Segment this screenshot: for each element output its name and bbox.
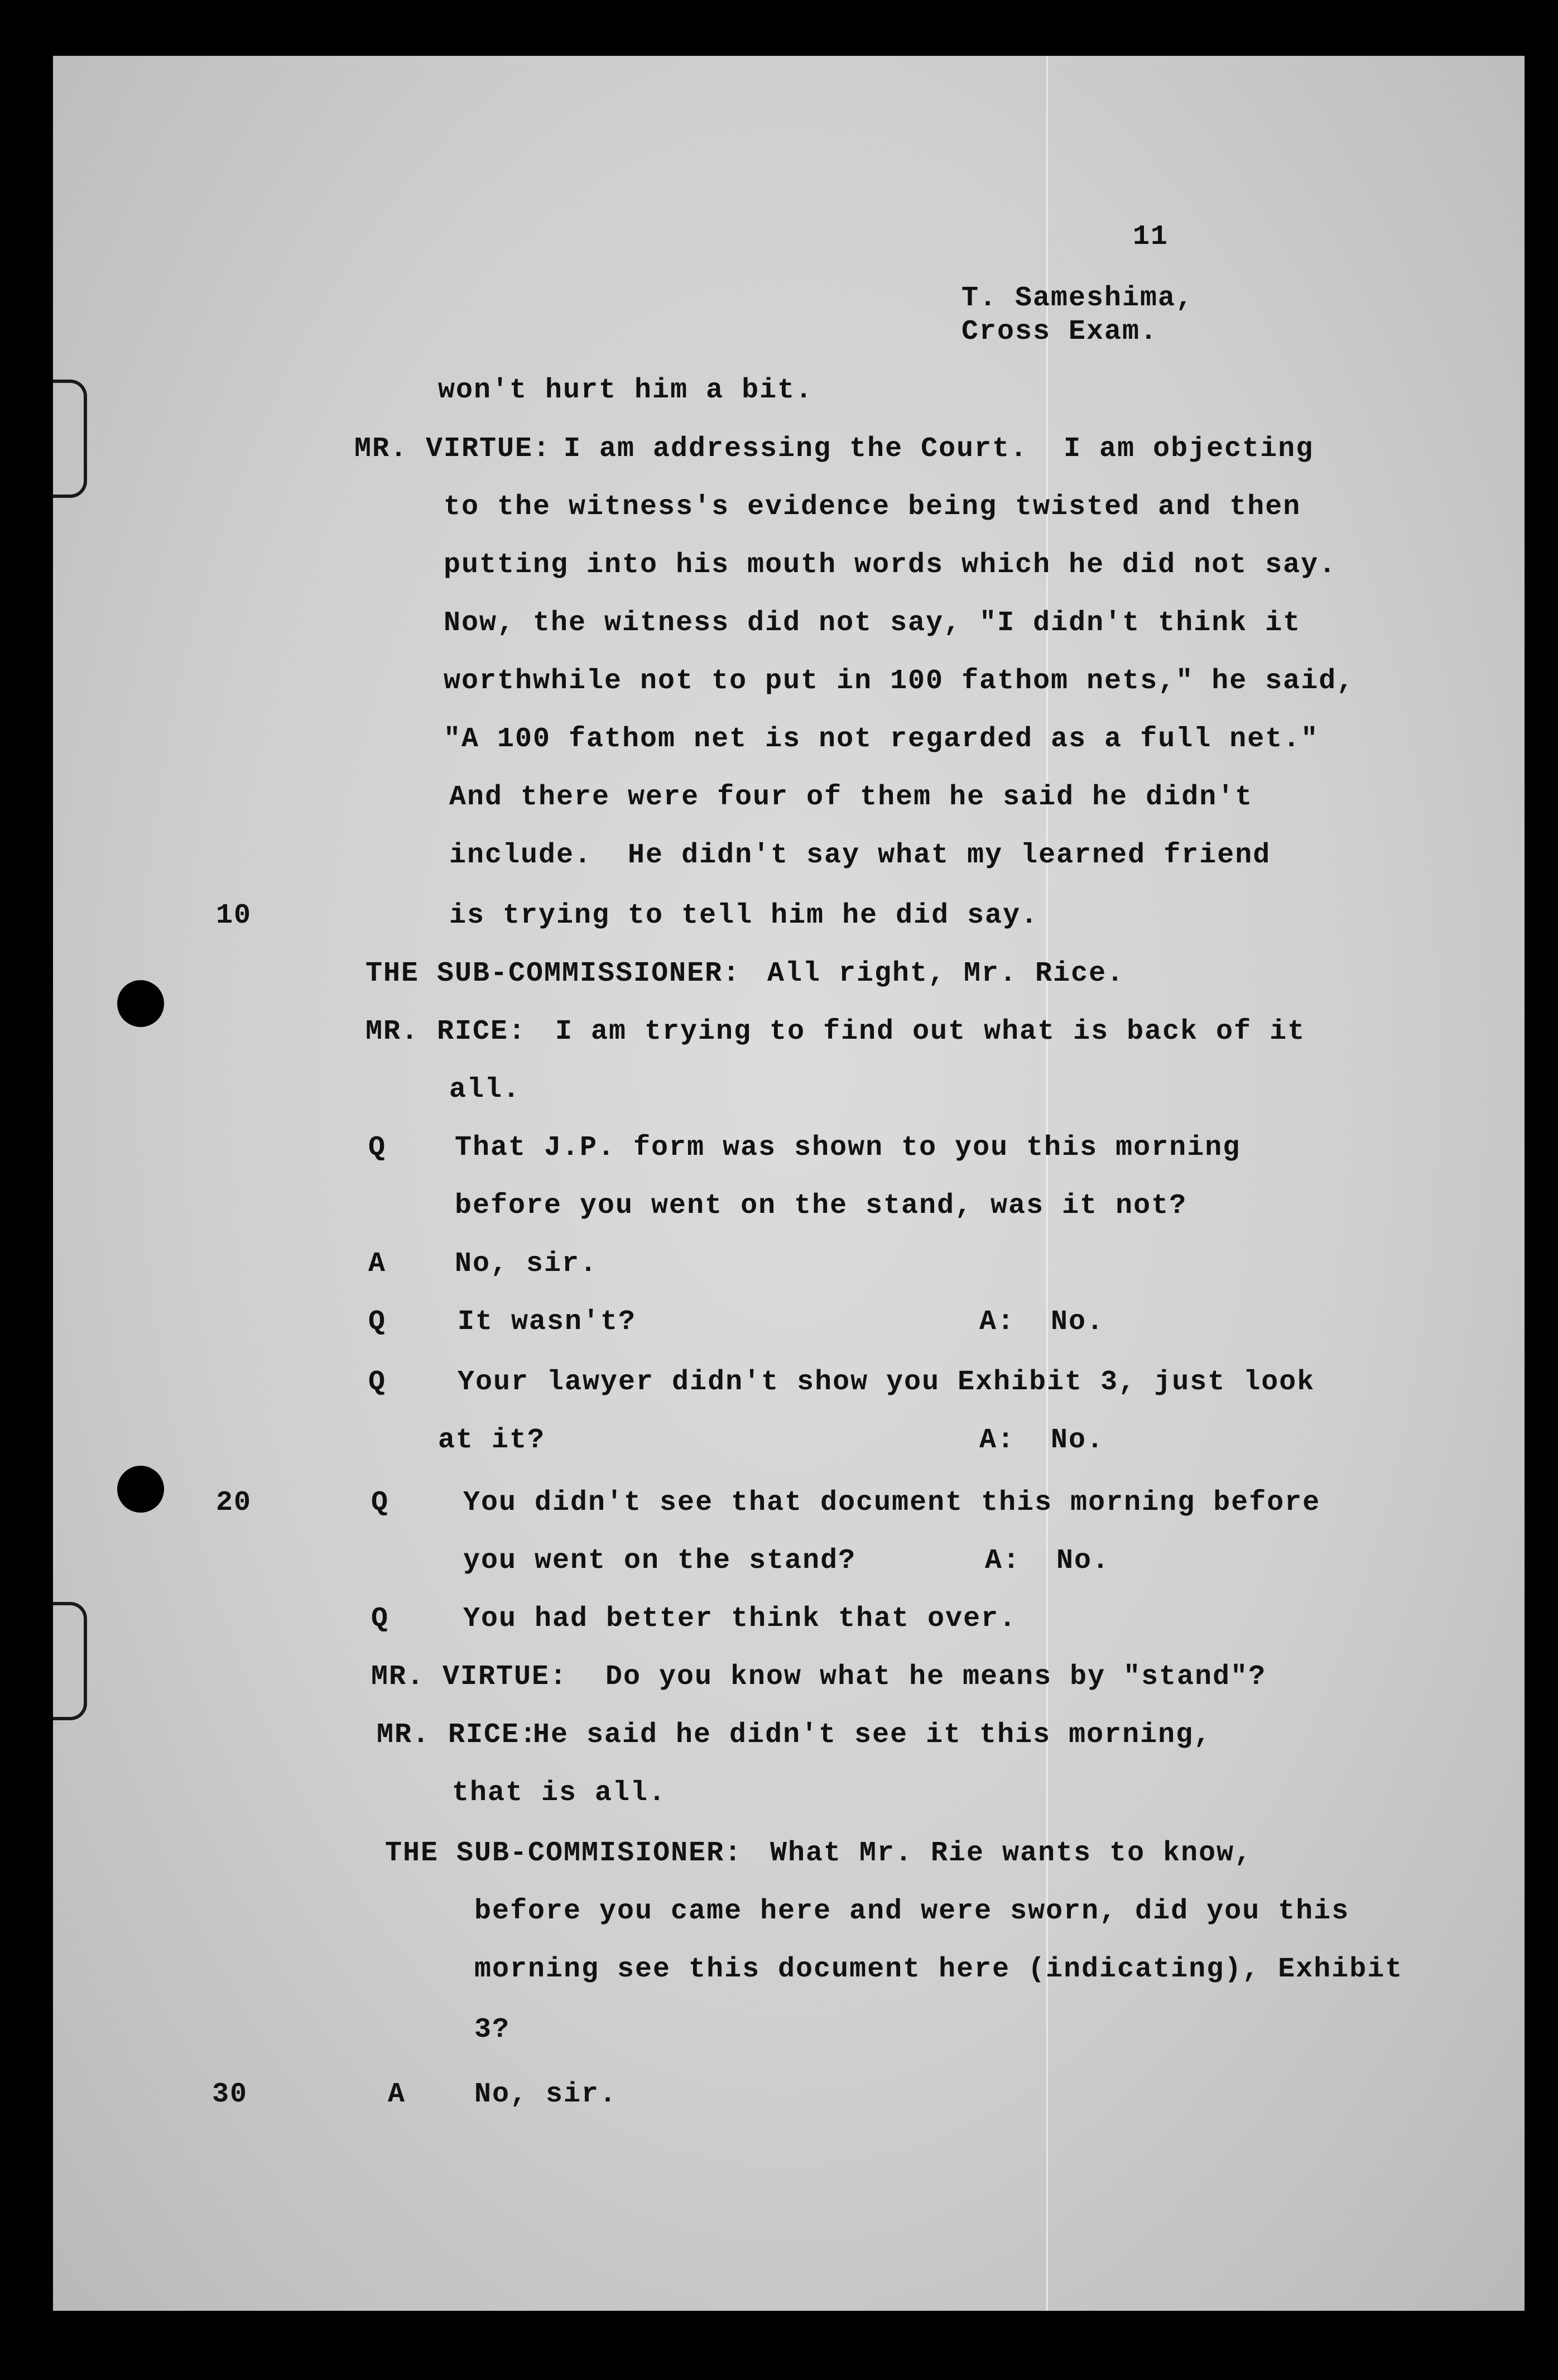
transcript-line: Your lawyer didn't show you Exhibit 3, just look xyxy=(458,1366,1315,1398)
transcript-line: to the witness's evidence being twisted and then xyxy=(444,491,1301,523)
transcript-line: He said he didn't see it this morning, xyxy=(533,1719,1212,1751)
transcript-line: That J.P. form was shown to you this morning xyxy=(455,1132,1241,1164)
margin-line-number: 30 xyxy=(212,2079,248,2110)
film-edge xyxy=(0,0,53,2380)
answer-marker: A xyxy=(388,2079,406,2110)
question-marker: Q xyxy=(371,1487,390,1519)
transcript-line: worthwhile not to put in 100 fathom nets," he said, xyxy=(444,665,1355,697)
transcript-line: include. He didn't say what my learned friend xyxy=(449,839,1271,871)
transcript-line: Do you know what he means by "stand"? xyxy=(605,1661,1267,1693)
question-marker: Q xyxy=(368,1366,387,1398)
inline-answer: A: No. xyxy=(979,1306,1105,1338)
transcript-line: at it? xyxy=(438,1424,546,1456)
transcript-line: morning see this document here (indicating), Exhibit xyxy=(474,1954,1403,1985)
punch-hole xyxy=(117,980,164,1027)
witness-name: T. Sameshima, xyxy=(961,282,1194,314)
question-marker: Q xyxy=(371,1603,390,1635)
speaker-label: THE SUB-COMMISIONER: xyxy=(385,1837,743,1869)
page-number: 11 xyxy=(1133,221,1169,253)
transcript-line: What Mr. Rie wants to know, xyxy=(770,1837,1253,1869)
binder-clip xyxy=(53,1602,87,1720)
transcript-line: before you came here and were sworn, did you this xyxy=(474,1896,1350,1927)
transcript-line: Now, the witness did not say, "I didn't think it xyxy=(444,607,1301,639)
transcript-line: before you went on the stand, was it not? xyxy=(455,1190,1187,1222)
transcript-line: And there were four of them he said he didn't xyxy=(449,781,1253,813)
speaker-label: MR. RICE: xyxy=(366,1016,527,1048)
transcript-line: It wasn't? xyxy=(458,1306,637,1338)
margin-line-number: 20 xyxy=(216,1487,252,1519)
transcript-line: won't hurt him a bit. xyxy=(438,375,814,406)
transcript-line: all. xyxy=(449,1074,521,1106)
transcript-line: 3? xyxy=(474,2014,511,2046)
margin-line-number: 10 xyxy=(216,900,252,932)
transcript-line: No, sir. xyxy=(474,2079,618,2110)
answer-marker: A xyxy=(368,1248,387,1280)
transcript-line: is trying to tell him he did say. xyxy=(449,900,1039,932)
transcript-line: All right, Mr. Rice. xyxy=(767,958,1125,990)
speaker-label: MR. RICE: xyxy=(377,1719,538,1751)
transcript-line: putting into his mouth words which he did not say. xyxy=(444,549,1337,581)
inline-answer: A: No. xyxy=(979,1424,1105,1456)
transcript-line: that is all. xyxy=(452,1777,667,1809)
inline-answer: A: No. xyxy=(985,1545,1110,1577)
speaker-label: THE SUB-COMMISSIONER: xyxy=(366,958,741,990)
transcript-line: You didn't see that document this morning before xyxy=(463,1487,1321,1519)
transcript-line: I am addressing the Court. I am objecting xyxy=(564,433,1314,465)
speaker-label: MR. VIRTUE: xyxy=(354,433,551,465)
question-marker: Q xyxy=(368,1306,387,1338)
punch-hole xyxy=(117,1466,164,1513)
transcript-line: I am trying to find out what is back of it xyxy=(555,1016,1306,1048)
question-marker: Q xyxy=(368,1132,387,1164)
binder-clip xyxy=(53,380,87,498)
examination-type: Cross Exam. xyxy=(961,316,1158,348)
speaker-label: MR. VIRTUE: xyxy=(371,1661,568,1693)
document-page xyxy=(53,56,1525,2311)
transcript-line: you went on the stand? xyxy=(463,1545,857,1577)
transcript-line: No, sir. xyxy=(455,1248,598,1280)
transcript-line: You had better think that over. xyxy=(463,1603,1017,1635)
transcript-line: "A 100 fathom net is not regarded as a full net." xyxy=(444,723,1319,755)
